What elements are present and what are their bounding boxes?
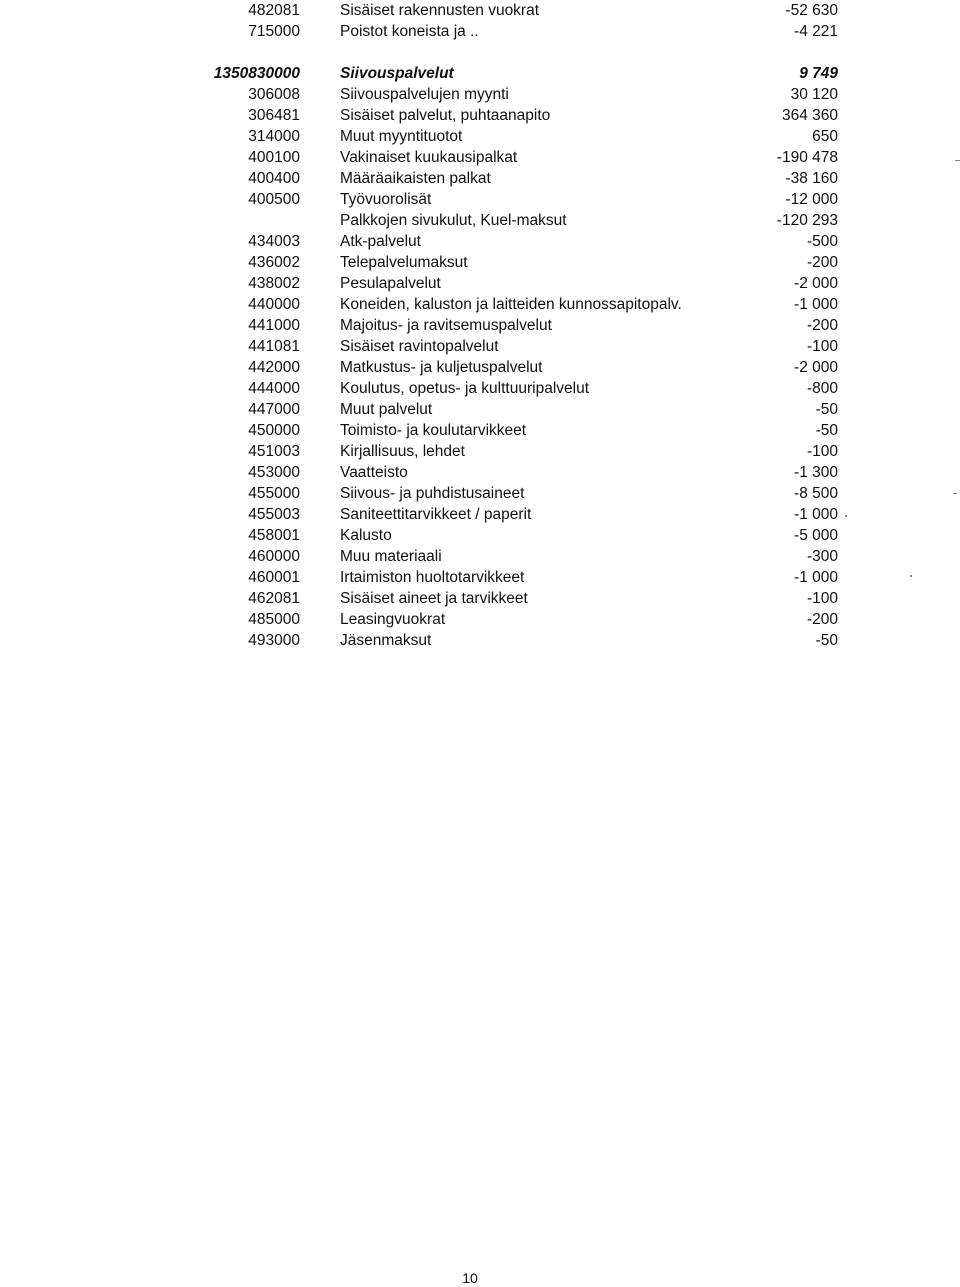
account-description: Vaatteisto	[340, 464, 408, 481]
account-amount: -52 630	[785, 2, 838, 19]
account-description: Muut myyntituotot	[340, 128, 463, 145]
account-code: 441081	[248, 338, 300, 355]
account-amount: -100	[806, 590, 838, 607]
account-code: 444000	[248, 380, 300, 397]
account-amount: -200	[806, 317, 838, 334]
table-row	[0, 483, 960, 504]
account-description: Toimisto- ja koulutarvikkeet	[340, 422, 527, 439]
table-row	[0, 336, 960, 357]
table-row	[0, 462, 960, 483]
scan-speck	[953, 493, 957, 494]
account-code: 453000	[248, 464, 300, 481]
account-code: 460000	[248, 548, 300, 565]
account-description: Poistot koneista ja ..	[340, 23, 479, 40]
account-description: Koulutus, opetus- ja kulttuuripalvelut	[340, 380, 590, 397]
account-amount: -50	[815, 401, 838, 418]
account-amount: -120 293	[776, 212, 838, 229]
account-description: Jäsenmaksut	[340, 632, 432, 649]
account-amount: -5 000	[794, 527, 838, 544]
scan-speck	[910, 575, 912, 577]
account-code: 306008	[248, 86, 300, 103]
account-code: 493000	[248, 632, 300, 649]
account-amount: -50	[815, 632, 838, 649]
account-code: 436002	[248, 254, 300, 271]
section-header-row	[0, 63, 960, 84]
account-amount: -1 000	[794, 506, 838, 523]
account-description: Matkustus- ja kuljetuspalvelut	[340, 359, 543, 376]
account-amount: -300	[806, 548, 838, 565]
account-code: 440000	[248, 296, 300, 313]
table-row	[0, 315, 960, 336]
table-row	[0, 294, 960, 315]
scan-speck	[955, 160, 960, 161]
account-amount: -2 000	[794, 359, 838, 376]
account-description: Telepalvelumaksut	[340, 254, 468, 271]
account-amount: -4 221	[794, 23, 838, 40]
account-description: Muu materiaali	[340, 548, 442, 565]
table-row	[0, 0, 960, 21]
account-code: 438002	[248, 275, 300, 292]
table-row	[0, 630, 960, 651]
account-code: 715000	[248, 23, 300, 40]
account-amount: 650	[812, 128, 838, 145]
account-description: Sisäiset aineet ja tarvikkeet	[340, 590, 528, 607]
account-description: Määräaikaisten palkat	[340, 170, 491, 187]
account-amount: -8 500	[794, 485, 838, 502]
account-description: Työvuorolisät	[340, 191, 432, 208]
account-code: 306481	[248, 107, 300, 124]
account-description: Pesulapalvelut	[340, 275, 441, 292]
account-description: Sisäiset palvelut, puhtaanapito	[340, 107, 551, 124]
account-amount: 30 120	[790, 86, 838, 103]
table-row	[0, 84, 960, 105]
account-description: Muut palvelut	[340, 401, 433, 418]
table-row	[0, 273, 960, 294]
table-row	[0, 420, 960, 441]
table-row	[0, 231, 960, 252]
account-code: 434003	[248, 233, 300, 250]
account-description: Atk-palvelut	[340, 233, 421, 250]
account-amount: -190 478	[776, 149, 838, 166]
table-row	[0, 399, 960, 420]
account-description: Majoitus- ja ravitsemuspalvelut	[340, 317, 552, 334]
account-amount: -500	[806, 233, 838, 250]
account-amount: -1 000	[794, 296, 838, 313]
account-amount: -12 000	[785, 191, 838, 208]
table-row	[0, 210, 960, 231]
account-amount: -200	[806, 254, 838, 271]
account-description: Leasingvuokrat	[340, 611, 446, 628]
account-code: 400500	[248, 191, 300, 208]
table-row	[0, 147, 960, 168]
section-title: Siivouspalvelut	[340, 65, 454, 82]
account-code: 451003	[248, 443, 300, 460]
account-code: 455003	[248, 506, 300, 523]
account-amount: -100	[806, 443, 838, 460]
account-description: Vakinaiset kuukausipalkat	[340, 149, 518, 166]
account-code: 314000	[248, 128, 300, 145]
account-description: Saniteettitarvikkeet / paperit	[340, 506, 532, 523]
table-row	[0, 546, 960, 567]
table-row	[0, 357, 960, 378]
account-code: 400100	[248, 149, 300, 166]
account-description: Siivous- ja puhdistusaineet	[340, 485, 525, 502]
table-row	[0, 252, 960, 273]
account-code: 441000	[248, 317, 300, 334]
account-amount: -200	[806, 611, 838, 628]
account-code: 442000	[248, 359, 300, 376]
account-code: 458001	[248, 527, 300, 544]
account-description: Koneiden, kaluston ja laitteiden kunnossapitopalv.	[340, 296, 682, 313]
table-row	[0, 588, 960, 609]
account-amount: -1 300	[794, 464, 838, 481]
account-code: 482081	[248, 2, 300, 19]
table-row	[0, 189, 960, 210]
account-code: 400400	[248, 170, 300, 187]
account-code: 462081	[248, 590, 300, 607]
account-amount: -100	[806, 338, 838, 355]
account-description: Siivouspalvelujen myynti	[340, 86, 509, 103]
account-description: Palkkojen sivukulut, Kuel-maksut	[340, 212, 567, 229]
account-amount: -2 000	[794, 275, 838, 292]
account-description: Sisäiset rakennusten vuokrat	[340, 2, 540, 19]
table-row	[0, 609, 960, 630]
account-code: 450000	[248, 422, 300, 439]
scan-speck	[845, 515, 847, 517]
table-row	[0, 105, 960, 126]
table-row	[0, 168, 960, 189]
section-total: 9 749	[799, 65, 838, 82]
account-amount: -50	[815, 422, 838, 439]
account-amount: 364 360	[781, 107, 838, 124]
table-row	[0, 525, 960, 546]
account-code: 460001	[248, 569, 300, 586]
table-row	[0, 21, 960, 42]
table-row	[0, 504, 960, 525]
account-description: Irtaimiston huoltotarvikkeet	[340, 569, 525, 586]
table-row	[0, 567, 960, 588]
account-amount: -1 000	[794, 569, 838, 586]
account-amount: -38 160	[785, 170, 838, 187]
page-number: 10	[462, 1270, 478, 1286]
table-row	[0, 126, 960, 147]
account-description: Sisäiset ravintopalvelut	[340, 338, 499, 355]
section-code: 1350830000	[213, 65, 300, 82]
account-amount: -800	[806, 380, 838, 397]
account-code: 455000	[248, 485, 300, 502]
table-row	[0, 378, 960, 399]
table-row	[0, 441, 960, 462]
account-description: Kirjallisuus, lehdet	[340, 443, 465, 460]
account-code: 447000	[248, 401, 300, 418]
account-code: 485000	[248, 611, 300, 628]
account-description: Kalusto	[340, 527, 392, 544]
